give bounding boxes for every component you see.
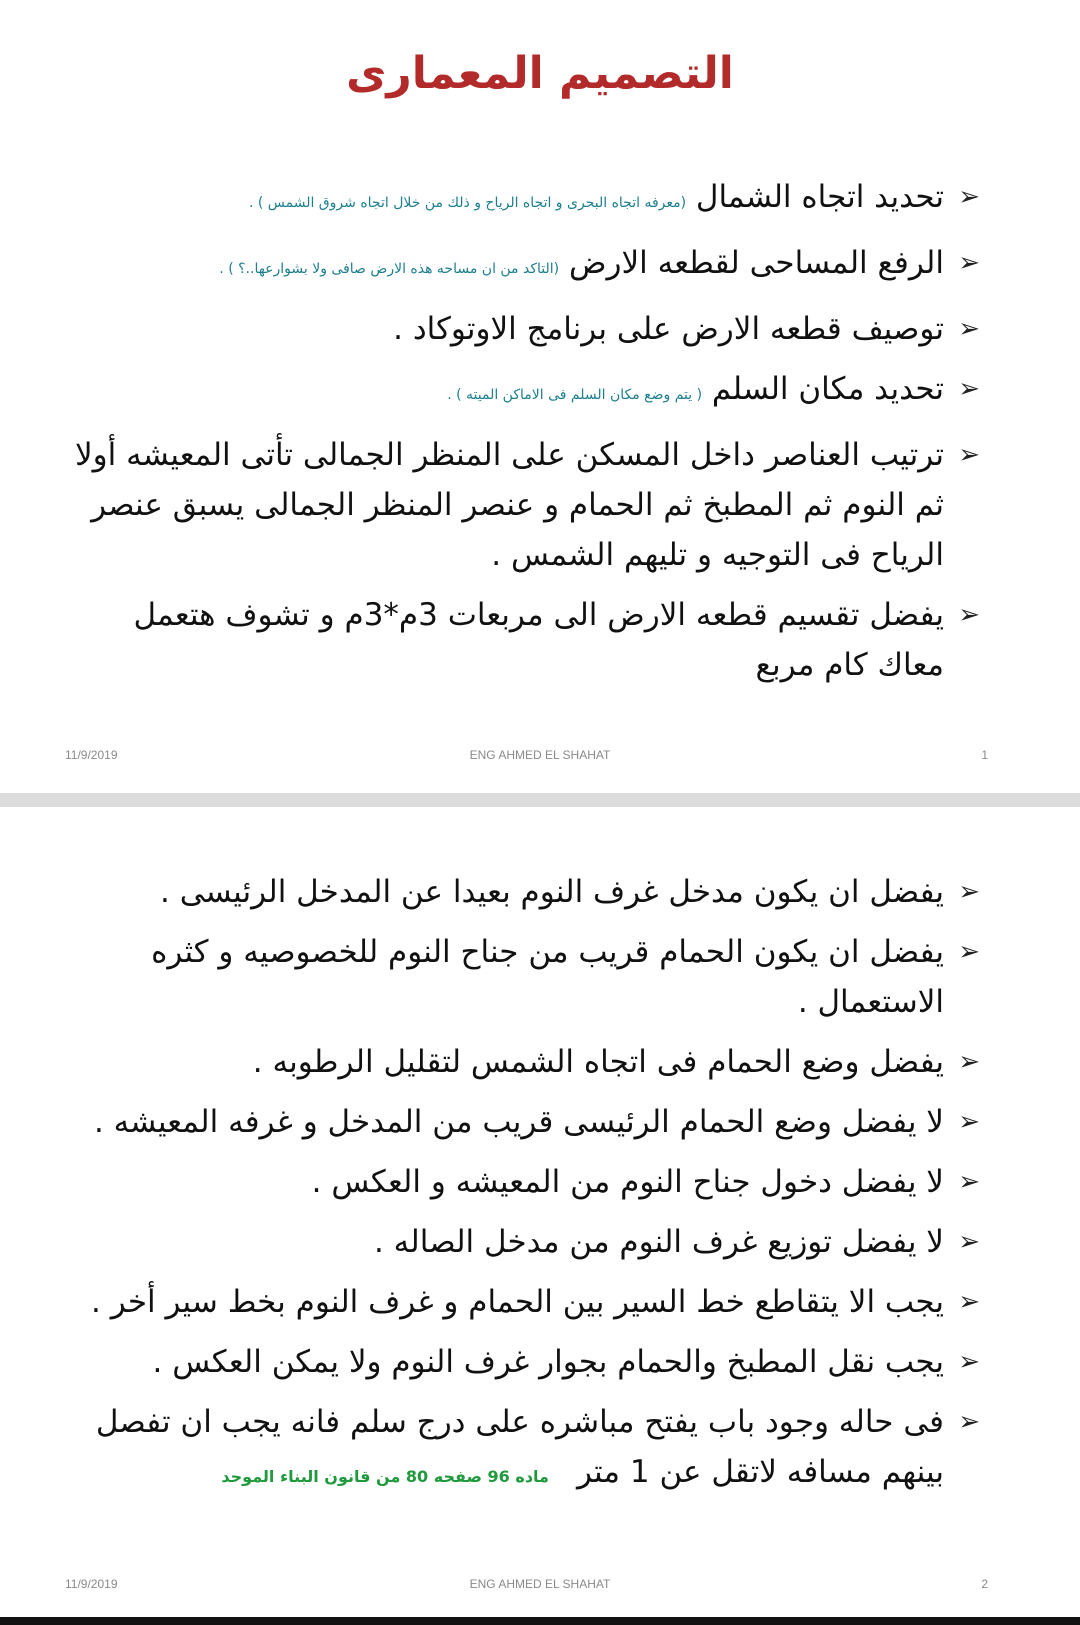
bullet-text: يفضل وضع الحمام فى اتجاه الشمس لتقليل الرطوبه . <box>252 1044 944 1080</box>
arrow-bullet-icon: ➢ <box>958 937 980 967</box>
bullet-item <box>70 1397 980 1502</box>
bullet-text: ترتيب العناصر داخل المسكن على المنظر الجمالى تأتى المعيشه أولا ثم النوم ثم المطبخ ثم الحمام و عنصر المنظر الجمالى يسبق عنصر الرياح فى التوجيه و تليهم الشمس . <box>74 437 944 573</box>
arrow-bullet-icon: ➢ <box>958 1047 980 1077</box>
bullet-text: لا يفضل وضع الحمام الرئيسى قريب من المدخل و غرفه المعيشه . <box>93 1104 944 1140</box>
bullet-text: الرفع المساحى لقطعه الارض <box>559 245 944 281</box>
arrow-bullet-icon: ➢ <box>958 440 980 470</box>
slide-title: التصميم المعمارى <box>346 48 734 99</box>
bullet-text: يجب نقل المطبخ والحمام بجوار غرف النوم ولا يمكن العكس . <box>152 1344 944 1380</box>
bullet-item <box>70 1037 980 1087</box>
arrow-bullet-icon: ➢ <box>958 600 980 630</box>
bullet-item <box>70 430 980 580</box>
bullet-item <box>70 304 980 354</box>
slide-footer <box>0 748 1080 768</box>
bullet-text: تحديد مكان السلم <box>702 371 944 407</box>
bullet-item <box>70 1217 980 1267</box>
bullet-text: تحديد اتجاه الشمال <box>686 179 944 215</box>
bullet-item <box>70 238 980 294</box>
bullet-item <box>70 590 980 690</box>
bullet-text: توصيف قطعه الارض على برنامج الاوتوكاد . <box>393 311 944 347</box>
bullet-text: يفضل ان يكون الحمام قريب من جناح النوم للخصوصيه و كثره الاستعمال . <box>151 934 944 1020</box>
bullet-item <box>70 172 980 228</box>
arrow-bullet-icon: ➢ <box>958 248 980 278</box>
bullet-text: لا يفضل توزيع غرف النوم من مدخل الصاله . <box>373 1224 944 1260</box>
slide-2 <box>0 807 1080 1617</box>
footer-author: ENG AHMED EL SHAHAT <box>469 1577 611 1591</box>
arrow-bullet-icon: ➢ <box>958 1107 980 1137</box>
arrow-bullet-icon: ➢ <box>958 182 980 212</box>
bullet-list <box>70 867 980 1512</box>
bullet-item <box>70 364 980 420</box>
bullet-item <box>70 1097 980 1147</box>
bullet-note: (التاكد من ان مساحه هذه الارض صافى ولا بشوارعها..؟ ) . <box>219 261 560 277</box>
footer-page-number: 2 <box>981 1577 988 1591</box>
slide-footer <box>0 1577 1080 1597</box>
bullet-item <box>70 1277 980 1327</box>
arrow-bullet-icon: ➢ <box>958 1287 980 1317</box>
bullet-text: يجب الا يتقاطع خط السير بين الحمام و غرف النوم بخط سير أخر . <box>91 1284 944 1320</box>
arrow-bullet-icon: ➢ <box>958 1407 980 1437</box>
arrow-bullet-icon: ➢ <box>958 877 980 907</box>
arrow-bullet-icon: ➢ <box>958 374 980 404</box>
bullet-text: فى حاله وجود باب يفتح مباشره على درج سلم فانه يجب ان تفصل بينهم مسافه لاتقل عن 1 متر <box>95 1404 944 1490</box>
arrow-bullet-icon: ➢ <box>958 1347 980 1377</box>
bullet-item <box>70 927 980 1027</box>
arrow-bullet-icon: ➢ <box>958 1167 980 1197</box>
bullet-text: يفضل ان يكون مدخل غرف النوم بعيدا عن المدخل الرئيسى . <box>159 874 944 910</box>
footer-author: ENG AHMED EL SHAHAT <box>469 748 611 762</box>
slide-separator <box>0 793 1080 807</box>
arrow-bullet-icon: ➢ <box>958 1227 980 1257</box>
arrow-bullet-icon: ➢ <box>958 314 980 344</box>
footer-date: 11/9/2019 <box>65 748 118 762</box>
bullet-item <box>70 867 980 917</box>
bullet-text: لا يفضل دخول جناح النوم من المعيشه و العكس . <box>311 1164 944 1200</box>
slide-1 <box>0 0 1080 793</box>
bullet-note: ( يتم وضع مكان السلم فى الاماكن الميته ) . <box>447 387 703 403</box>
bullet-item <box>70 1157 980 1207</box>
bullet-item <box>70 1337 980 1387</box>
bullet-text: يفضل تقسيم قطعه الارض الى مربعات 3م*3م و تشوف هتعمل معاك كام مربع <box>133 597 944 683</box>
bottom-border <box>0 1617 1080 1625</box>
footer-date: 11/9/2019 <box>65 1577 118 1591</box>
bullet-list <box>70 172 980 700</box>
footer-page-number: 1 <box>981 748 988 762</box>
law-reference: ماده 96 صفحه 80 من قانون البناء الموحد <box>221 1467 549 1486</box>
bullet-note: (معرفه اتجاه البحرى و اتجاه الرياح و ذلك من خلال اتجاه شروق الشمس ) . <box>248 195 687 211</box>
